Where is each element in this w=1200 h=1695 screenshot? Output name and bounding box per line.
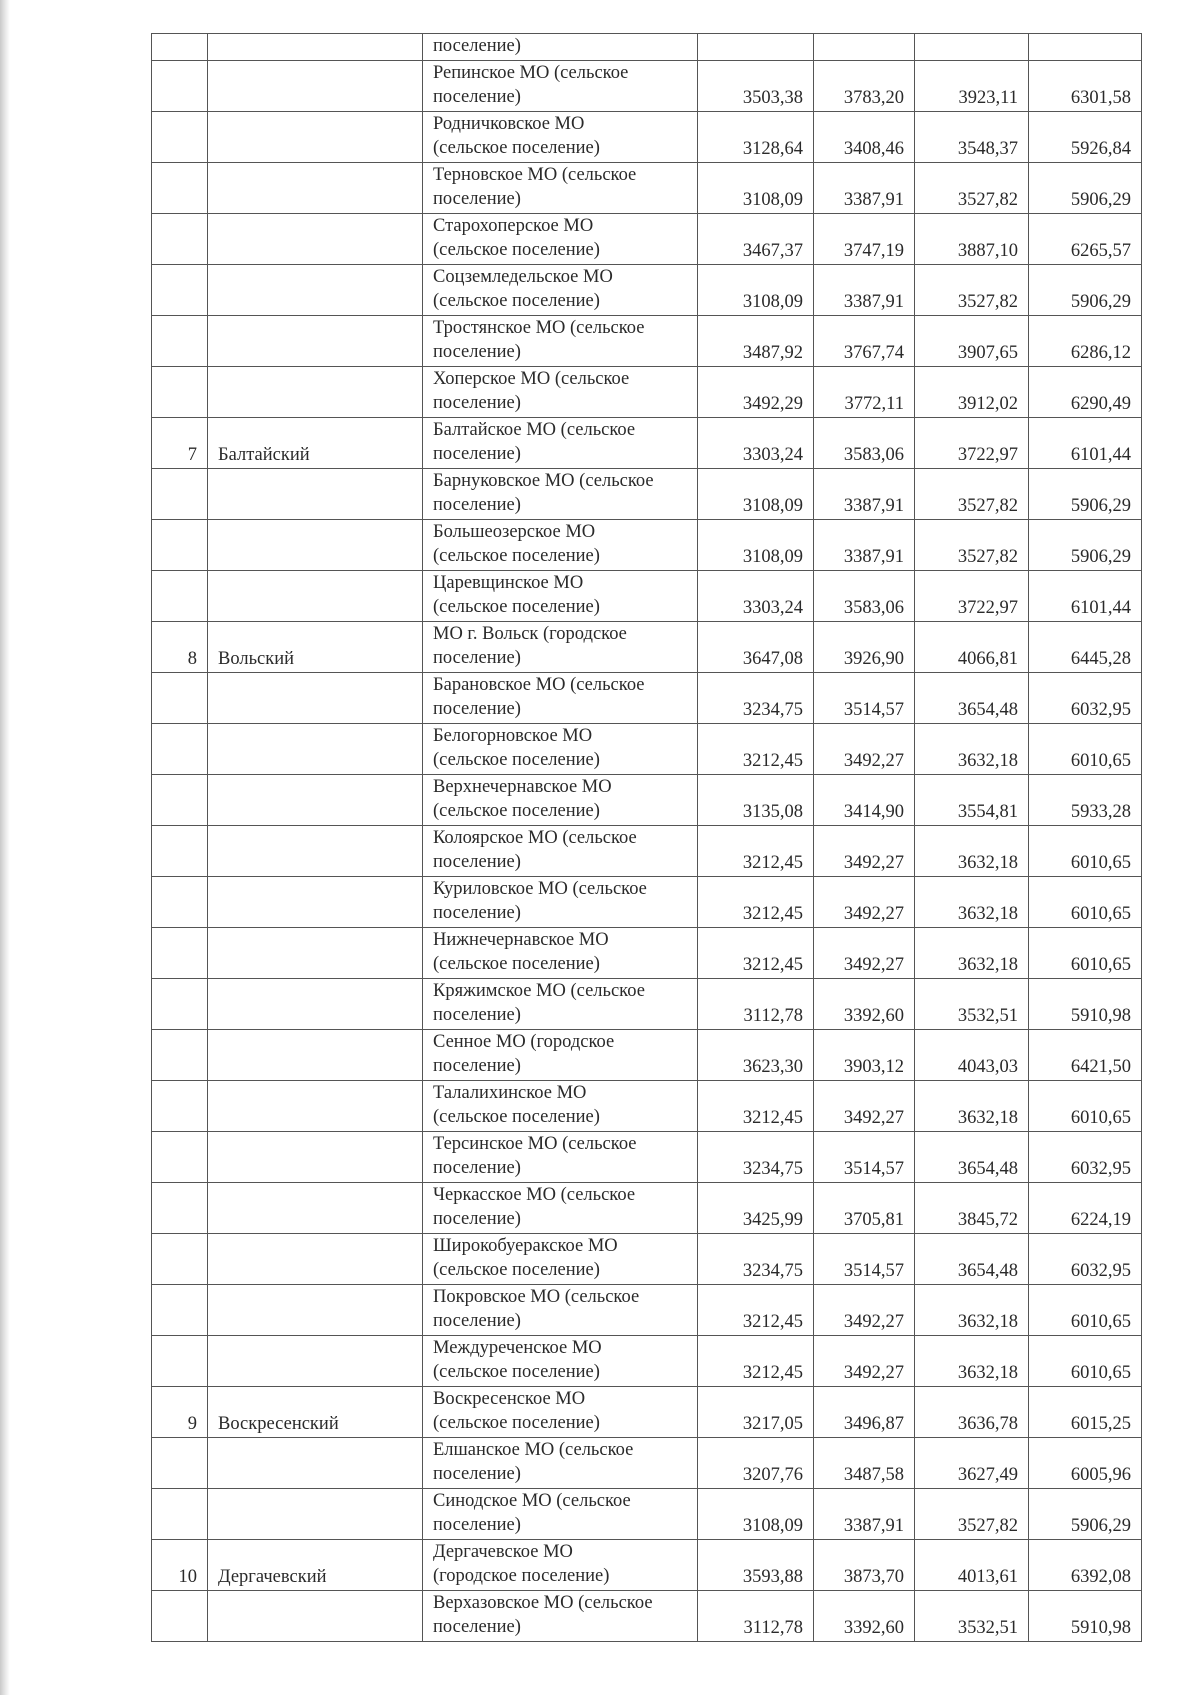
value-col-1: 3487,92 [698, 316, 814, 367]
municipality-name [423, 673, 698, 724]
district-name [208, 112, 423, 163]
municipality-label: Барановское МО (сельское поселение) [433, 675, 645, 719]
value-col-3: 3527,82 [915, 163, 1029, 214]
table-row [152, 1285, 1142, 1336]
value-col-4: 5906,29 [1029, 163, 1142, 214]
district-name: Вольский [208, 622, 423, 673]
value-col-2: 3583,06 [814, 571, 915, 622]
value-col-2: 3903,12 [814, 1030, 915, 1081]
value-col-4: 6101,44 [1029, 418, 1142, 469]
value-col-4: 5906,29 [1029, 265, 1142, 316]
value-col-4: 5933,28 [1029, 775, 1142, 826]
row-number [152, 1285, 208, 1336]
value-col-1: 3234,75 [698, 1234, 814, 1285]
municipality-name [423, 1183, 698, 1234]
value-col-2: 3492,27 [814, 1285, 915, 1336]
municipality-name [423, 1591, 698, 1642]
value-col-3: 3627,49 [915, 1438, 1029, 1489]
municipality-name [423, 265, 698, 316]
table-row [152, 1081, 1142, 1132]
value-col-2: 3492,27 [814, 1336, 915, 1387]
value-col-4: 6265,57 [1029, 214, 1142, 265]
value-col-2: 3783,20 [814, 61, 915, 112]
value-col-3: 3527,82 [915, 520, 1029, 571]
district-name [208, 1234, 423, 1285]
value-col-2: 3772,11 [814, 367, 915, 418]
district-name [208, 1183, 423, 1234]
table-row [152, 469, 1142, 520]
municipality-name [423, 877, 698, 928]
value-col-3: 3632,18 [915, 1285, 1029, 1336]
value-col-2: 3496,87 [814, 1387, 915, 1438]
value-col-3: 3636,78 [915, 1387, 1029, 1438]
table-row [152, 928, 1142, 979]
value-col-1: 3108,09 [698, 265, 814, 316]
municipality-name [423, 1336, 698, 1387]
municipality-label: Куриловское МО (сельское поселение) [433, 879, 647, 923]
municipality-label: Колоярское МО (сельское поселение) [433, 828, 637, 872]
municipality-name [423, 1438, 698, 1489]
table-row [152, 520, 1142, 571]
table-row [152, 979, 1142, 1030]
row-number [152, 1438, 208, 1489]
row-number [152, 112, 208, 163]
value-col-1: 3234,75 [698, 1132, 814, 1183]
scan-edge-shadow [0, 0, 10, 1695]
municipality-name [423, 316, 698, 367]
municipality-label: Талалихинское МО (сельское поселение) [433, 1083, 600, 1127]
district-name [208, 724, 423, 775]
value-col-2: 3926,90 [814, 622, 915, 673]
municipality-label: Кряжимское МО (сельское поселение) [433, 981, 645, 1025]
value-col-4 [1029, 34, 1142, 61]
row-number [152, 1081, 208, 1132]
municipality-name [423, 1489, 698, 1540]
municipality-label: МО г. Вольск (городское поселение) [433, 624, 627, 668]
district-name [208, 61, 423, 112]
table-row [152, 571, 1142, 622]
value-col-2: 3387,91 [814, 469, 915, 520]
table-row [152, 316, 1142, 367]
municipality-label: поселение) [433, 36, 521, 56]
district-name [208, 571, 423, 622]
row-number [152, 367, 208, 418]
row-number [152, 34, 208, 61]
table-row [152, 622, 1142, 673]
value-col-4: 6010,65 [1029, 928, 1142, 979]
value-col-1: 3234,75 [698, 673, 814, 724]
municipality-label: Черкасское МО (сельское поселение) [433, 1185, 636, 1229]
value-col-3: 3548,37 [915, 112, 1029, 163]
value-col-3: 3632,18 [915, 724, 1029, 775]
table-row [152, 1132, 1142, 1183]
municipality-label: Балтайское МО (сельское поселение) [433, 420, 636, 464]
value-col-3: 3632,18 [915, 826, 1029, 877]
value-col-3: 3923,11 [915, 61, 1029, 112]
table-row [152, 1591, 1142, 1642]
value-col-1: 3212,45 [698, 1285, 814, 1336]
municipality-name [423, 979, 698, 1030]
district-name [208, 1285, 423, 1336]
value-col-3: 3527,82 [915, 1489, 1029, 1540]
value-col-2: 3387,91 [814, 1489, 915, 1540]
municipality-name [423, 928, 698, 979]
row-number: 8 [152, 622, 208, 673]
row-number: 9 [152, 1387, 208, 1438]
value-col-2: 3387,91 [814, 520, 915, 571]
value-col-3: 3632,18 [915, 877, 1029, 928]
row-number [152, 724, 208, 775]
municipality-label: Нижнечернавское МО (сельское поселение) [433, 930, 609, 974]
value-col-4: 6224,19 [1029, 1183, 1142, 1234]
district-name [208, 1081, 423, 1132]
municipality-label: Покровское МО (сельское поселение) [433, 1287, 640, 1331]
value-col-4: 6445,28 [1029, 622, 1142, 673]
municipality-label: Соцземледельское МО (сельское поселение) [433, 267, 613, 311]
value-col-4: 5910,98 [1029, 979, 1142, 1030]
value-col-2: 3705,81 [814, 1183, 915, 1234]
municipality-label: Елшанское МО (сельское поселение) [433, 1440, 634, 1484]
value-col-2: 3747,19 [814, 214, 915, 265]
value-col-4: 6010,65 [1029, 877, 1142, 928]
district-name: Воскресенский [208, 1387, 423, 1438]
value-col-2: 3487,58 [814, 1438, 915, 1489]
row-number [152, 163, 208, 214]
value-col-1: 3108,09 [698, 1489, 814, 1540]
value-col-4: 6010,65 [1029, 826, 1142, 877]
table-row [152, 1540, 1142, 1591]
value-col-1: 3108,09 [698, 520, 814, 571]
value-col-2: 3392,60 [814, 1591, 915, 1642]
value-col-2: 3392,60 [814, 979, 915, 1030]
value-col-3: 3654,48 [915, 673, 1029, 724]
value-col-3: 3722,97 [915, 418, 1029, 469]
district-name [208, 1030, 423, 1081]
value-col-3: 4066,81 [915, 622, 1029, 673]
municipality-name [423, 214, 698, 265]
value-col-2: 3492,27 [814, 1081, 915, 1132]
value-col-4: 5906,29 [1029, 1489, 1142, 1540]
value-col-4: 6301,58 [1029, 61, 1142, 112]
value-col-4: 5906,29 [1029, 469, 1142, 520]
municipality-name [423, 1234, 698, 1285]
district-name [208, 367, 423, 418]
value-col-4: 6010,65 [1029, 1081, 1142, 1132]
row-number [152, 775, 208, 826]
value-col-2: 3492,27 [814, 724, 915, 775]
table-row [152, 1489, 1142, 1540]
value-col-4: 5906,29 [1029, 520, 1142, 571]
value-col-2: 3387,91 [814, 163, 915, 214]
table-row [152, 1387, 1142, 1438]
row-number: 10 [152, 1540, 208, 1591]
value-col-2: 3387,91 [814, 265, 915, 316]
value-col-4: 6010,65 [1029, 724, 1142, 775]
table-row [152, 112, 1142, 163]
value-col-3: 3632,18 [915, 1336, 1029, 1387]
table-row [152, 265, 1142, 316]
municipality-label: Барнуковское МО (сельское поселение) [433, 471, 654, 515]
row-number [152, 979, 208, 1030]
value-col-3: 4013,61 [915, 1540, 1029, 1591]
value-col-4: 5926,84 [1029, 112, 1142, 163]
value-col-1: 3623,30 [698, 1030, 814, 1081]
table-row [152, 826, 1142, 877]
value-col-2: 3514,57 [814, 1132, 915, 1183]
value-col-4: 6010,65 [1029, 1336, 1142, 1387]
municipality-name [423, 469, 698, 520]
municipality-name [423, 61, 698, 112]
municipality-label: Царевщинское МО (сельское поселение) [433, 573, 600, 617]
value-col-3: 3532,51 [915, 1591, 1029, 1642]
value-col-4: 6286,12 [1029, 316, 1142, 367]
municipality-label: Междуреченское МО (сельское поселение) [433, 1338, 602, 1382]
value-col-4: 6032,95 [1029, 1132, 1142, 1183]
municipality-name [423, 826, 698, 877]
row-number [152, 214, 208, 265]
value-col-3: 3532,51 [915, 979, 1029, 1030]
value-col-1: 3212,45 [698, 826, 814, 877]
municipality-name [423, 571, 698, 622]
value-col-4: 5910,98 [1029, 1591, 1142, 1642]
value-col-2: 3492,27 [814, 826, 915, 877]
value-col-1: 3212,45 [698, 1336, 814, 1387]
value-col-3: 3912,02 [915, 367, 1029, 418]
table-row [152, 1183, 1142, 1234]
row-number [152, 1183, 208, 1234]
municipality-name [423, 622, 698, 673]
district-name: Балтайский [208, 418, 423, 469]
table-row [152, 34, 1142, 61]
value-col-3: 3527,82 [915, 265, 1029, 316]
municipality-label: Родничковское МО (сельское поселение) [433, 114, 600, 158]
value-col-3 [915, 34, 1029, 61]
value-col-3: 3845,72 [915, 1183, 1029, 1234]
municipality-label: Репинское МО (сельское поселение) [433, 63, 629, 107]
row-number [152, 1030, 208, 1081]
municipality-label: Старохоперское МО (сельское поселение) [433, 216, 600, 260]
district-name [208, 979, 423, 1030]
row-number [152, 673, 208, 724]
value-col-4: 6290,49 [1029, 367, 1142, 418]
district-name [208, 1591, 423, 1642]
district-name [208, 673, 423, 724]
value-col-3: 3632,18 [915, 928, 1029, 979]
row-number [152, 1132, 208, 1183]
value-col-2: 3514,57 [814, 673, 915, 724]
municipality-label: Дергачевское МО (городское поселение) [433, 1542, 610, 1586]
district-name [208, 1336, 423, 1387]
district-name [208, 520, 423, 571]
row-number [152, 520, 208, 571]
municipality-name [423, 163, 698, 214]
municipality-name [423, 1081, 698, 1132]
value-col-2 [814, 34, 915, 61]
value-col-1: 3425,99 [698, 1183, 814, 1234]
district-name [208, 775, 423, 826]
municipality-label: Верхазовское МО (сельское поселение) [433, 1593, 653, 1637]
municipality-label: Синодское МО (сельское поселение) [433, 1491, 631, 1535]
value-col-4: 6015,25 [1029, 1387, 1142, 1438]
municipality-name [423, 520, 698, 571]
row-number [152, 826, 208, 877]
value-col-3: 3527,82 [915, 469, 1029, 520]
value-col-4: 6032,95 [1029, 1234, 1142, 1285]
value-col-1: 3503,38 [698, 61, 814, 112]
row-number: 7 [152, 418, 208, 469]
value-col-3: 3654,48 [915, 1234, 1029, 1285]
value-col-3: 3907,65 [915, 316, 1029, 367]
value-col-4: 6010,65 [1029, 1285, 1142, 1336]
value-col-1: 3212,45 [698, 1081, 814, 1132]
municipality-name [423, 724, 698, 775]
municipality-label: Широкобуеракское МО (сельское поселение) [433, 1236, 618, 1280]
district-name [208, 316, 423, 367]
district-name [208, 34, 423, 61]
municipality-name [423, 1387, 698, 1438]
value-col-2: 3873,70 [814, 1540, 915, 1591]
value-col-1 [698, 34, 814, 61]
municipality-label: Терновское МО (сельское поселение) [433, 165, 637, 209]
value-col-2: 3408,46 [814, 112, 915, 163]
row-number [152, 1591, 208, 1642]
municipality-label: Белогорновское МО (сельское поселение) [433, 726, 600, 770]
municipality-label: Терсинское МО (сельское поселение) [433, 1134, 637, 1178]
value-col-3: 3554,81 [915, 775, 1029, 826]
district-name [208, 826, 423, 877]
value-col-1: 3467,37 [698, 214, 814, 265]
value-col-1: 3108,09 [698, 163, 814, 214]
municipality-label: Сенное МО (городское поселение) [433, 1032, 615, 1076]
row-number [152, 61, 208, 112]
value-col-1: 3212,45 [698, 928, 814, 979]
row-number [152, 1234, 208, 1285]
value-col-1: 3112,78 [698, 1591, 814, 1642]
value-col-1: 3112,78 [698, 979, 814, 1030]
district-name [208, 469, 423, 520]
table-row [152, 418, 1142, 469]
district-name [208, 1489, 423, 1540]
municipality-name [423, 112, 698, 163]
municipality-name [423, 1285, 698, 1336]
district-name [208, 214, 423, 265]
row-number [152, 469, 208, 520]
district-name [208, 1438, 423, 1489]
row-number [152, 1489, 208, 1540]
value-col-1: 3128,64 [698, 112, 814, 163]
value-col-4: 6101,44 [1029, 571, 1142, 622]
municipality-label: Верхнечернавское МО (сельское поселение) [433, 777, 612, 821]
municipality-label: Тростянское МО (сельское поселение) [433, 318, 645, 362]
tariff-table-body [152, 34, 1142, 1642]
municipality-name [423, 1132, 698, 1183]
value-col-1: 3303,24 [698, 571, 814, 622]
municipality-name [423, 34, 698, 61]
value-col-1: 3135,08 [698, 775, 814, 826]
table-row [152, 1234, 1142, 1285]
table-row [152, 163, 1142, 214]
value-col-2: 3583,06 [814, 418, 915, 469]
row-number [152, 571, 208, 622]
value-col-4: 6032,95 [1029, 673, 1142, 724]
value-col-1: 3303,24 [698, 418, 814, 469]
municipality-name [423, 1540, 698, 1591]
municipality-name [423, 367, 698, 418]
row-number [152, 1336, 208, 1387]
district-name: Дергачевский [208, 1540, 423, 1591]
value-col-2: 3767,74 [814, 316, 915, 367]
district-name [208, 928, 423, 979]
table-row [152, 61, 1142, 112]
table-row [152, 1030, 1142, 1081]
row-number [152, 877, 208, 928]
district-name [208, 877, 423, 928]
table-row [152, 877, 1142, 928]
district-name [208, 163, 423, 214]
district-name [208, 265, 423, 316]
district-name [208, 1132, 423, 1183]
value-col-1: 3212,45 [698, 724, 814, 775]
row-number [152, 316, 208, 367]
value-col-3: 3632,18 [915, 1081, 1029, 1132]
value-col-4: 6005,96 [1029, 1438, 1142, 1489]
table-row [152, 1438, 1142, 1489]
value-col-2: 3492,27 [814, 928, 915, 979]
table-row [152, 775, 1142, 826]
value-col-1: 3593,88 [698, 1540, 814, 1591]
municipality-label: Хоперское МО (сельское поселение) [433, 369, 630, 413]
value-col-1: 3207,76 [698, 1438, 814, 1489]
value-col-3: 3887,10 [915, 214, 1029, 265]
value-col-2: 3492,27 [814, 877, 915, 928]
row-number [152, 928, 208, 979]
value-col-4: 6392,08 [1029, 1540, 1142, 1591]
value-col-2: 3514,57 [814, 1234, 915, 1285]
municipality-name [423, 775, 698, 826]
table-row [152, 214, 1142, 265]
municipality-name [423, 418, 698, 469]
table-row [152, 724, 1142, 775]
value-col-1: 3217,05 [698, 1387, 814, 1438]
value-col-1: 3108,09 [698, 469, 814, 520]
municipality-label: Большеозерское МО (сельское поселение) [433, 522, 600, 566]
row-number [152, 265, 208, 316]
municipality-name [423, 1030, 698, 1081]
table-row [152, 1336, 1142, 1387]
municipality-label: Воскресенское МО (сельское поселение) [433, 1389, 600, 1433]
value-col-1: 3212,45 [698, 877, 814, 928]
value-col-2: 3414,90 [814, 775, 915, 826]
value-col-3: 3722,97 [915, 571, 1029, 622]
value-col-3: 3654,48 [915, 1132, 1029, 1183]
value-col-3: 4043,03 [915, 1030, 1029, 1081]
table-row [152, 367, 1142, 418]
tariff-table [151, 33, 1142, 1642]
value-col-1: 3492,29 [698, 367, 814, 418]
value-col-4: 6421,50 [1029, 1030, 1142, 1081]
table-row [152, 673, 1142, 724]
value-col-1: 3647,08 [698, 622, 814, 673]
